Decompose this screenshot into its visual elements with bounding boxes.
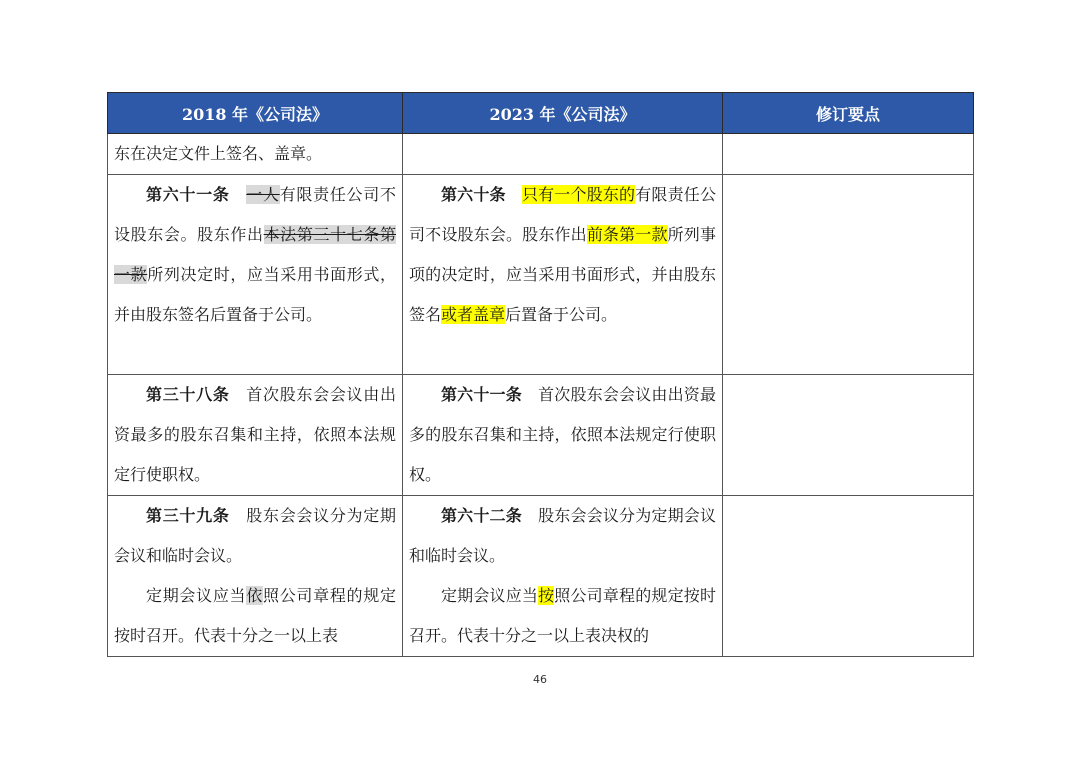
article-number: 第六十一条 <box>146 185 230 204</box>
paragraph <box>114 175 396 335</box>
header-2023: 2023 年《公司法》 <box>403 93 723 134</box>
paragraph <box>409 496 716 576</box>
cell-2023 <box>403 375 723 496</box>
body-text: 股东会会议分为定期会议和临时会议。 <box>409 506 716 565</box>
body-text: 照公司章程的规定按时召开。代表十分之一以上表决权的 <box>409 586 716 645</box>
marked-text: 依 <box>246 586 263 605</box>
comparison-table <box>107 92 974 657</box>
header-revision-points: 修订要点 <box>723 93 974 134</box>
article-number: 第六十一条 <box>441 385 522 404</box>
page-number: 46 <box>533 673 547 686</box>
body-text: 股东会会议分为定期会议和临时会议。 <box>114 506 396 565</box>
body-text: 首次股东会会议由出资最多的股东召集和主持，依照本法规定行使职权。 <box>114 385 396 484</box>
highlighted-text: 只有一个股东的 <box>521 185 636 204</box>
body-text: 后置备于公司。 <box>505 305 618 324</box>
table-row <box>108 496 974 657</box>
cell-text: 东在决定文件上签名、盖章。 <box>114 144 323 163</box>
cell-2018 <box>108 134 403 175</box>
body-text: 所列事项的决定时，应当采用书面形式，并由股东签名 <box>409 225 716 324</box>
highlighted-text: 前条第一款 <box>586 225 668 244</box>
cell-2023 <box>403 134 723 175</box>
highlighted-text: 按 <box>538 586 555 605</box>
deleted-text: 本法第三十七条第一款 <box>114 225 396 284</box>
cell-2018 <box>108 496 403 657</box>
paragraph <box>409 576 716 656</box>
cell-2018 <box>108 375 403 496</box>
cell-notes <box>723 134 974 175</box>
cell-2023 <box>403 496 723 657</box>
deleted-text: 一人 <box>246 185 280 204</box>
highlighted-text: 或者盖章 <box>441 305 506 324</box>
table-row <box>108 134 974 175</box>
table-row <box>108 175 974 375</box>
table-row <box>108 375 974 496</box>
body-text: 定期会议应当 <box>146 586 247 605</box>
body-text: 照公司章程的规定按时召开。代表十分之一以上表 <box>114 586 396 645</box>
cell-notes <box>723 496 974 657</box>
body-text: 定期会议应当 <box>441 586 539 605</box>
article-number: 第三十八条 <box>146 385 230 404</box>
header-2018: 2018 年《公司法》 <box>108 93 403 134</box>
paragraph <box>409 375 716 495</box>
body-text: 首次股东会会议由出资最多的股东召集和主持，依照本法规定行使职权。 <box>409 385 716 484</box>
paragraph <box>114 375 396 495</box>
article-number: 第六十条 <box>441 185 506 204</box>
cell-notes <box>723 375 974 496</box>
body-text: 所列决定时，应当采用书面形式，并由股东签名后置备于公司。 <box>114 265 396 324</box>
body-text: 有限责任公司不设股东会。股东作出 <box>114 185 396 244</box>
article-number: 第三十九条 <box>146 506 230 525</box>
cell-2018 <box>108 175 403 375</box>
paragraph <box>114 496 396 576</box>
paragraph <box>409 175 716 335</box>
body-text: 有限责任公司不设股东会。股东作出 <box>409 185 716 244</box>
article-number: 第六十二条 <box>441 506 522 525</box>
paragraph <box>114 576 396 656</box>
table-header-row <box>108 93 974 134</box>
cell-2023 <box>403 175 723 375</box>
cell-notes <box>723 175 974 375</box>
